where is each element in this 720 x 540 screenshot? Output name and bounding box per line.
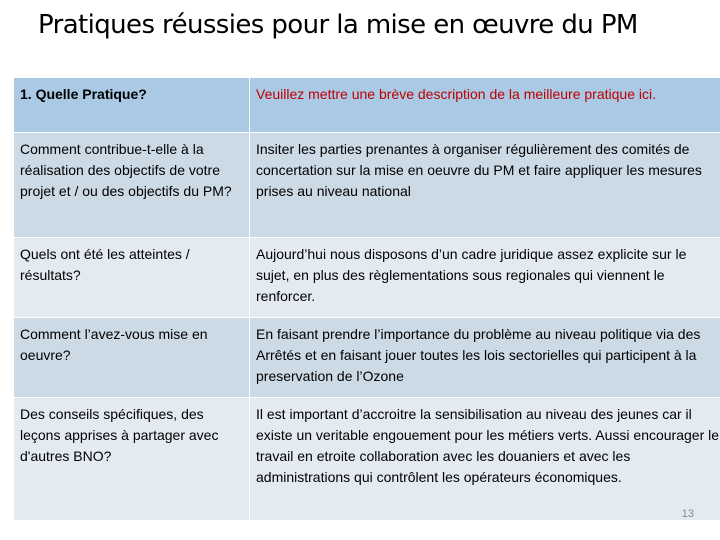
table-row bbox=[14, 398, 720, 521]
answer-cell: Insiter les parties prenantes à organiser régulièrement des comités de concertation sur la mise en oeuvre du PM et faire appliquer les mesures prises au niveau national bbox=[250, 133, 720, 238]
page-number: 13 bbox=[681, 508, 694, 520]
answer-cell: Il est important d’accroitre la sensibilisation au niveau des jeunes car il existe un veritable engouement pour les métiers verts. Aussi encourager le travail en etroite collaboration avec les douaniers et avec les administrations qui contrôlent les opérateurs économiques. bbox=[250, 398, 720, 521]
header-answer-cell: Veuillez mettre une brève description de la meilleure pratique ici. bbox=[250, 78, 720, 133]
slide-title: Pratiques réussies pour la mise en œuvre du PM bbox=[38, 10, 638, 40]
table-header-row bbox=[14, 78, 720, 133]
table-row bbox=[14, 238, 720, 318]
table-row bbox=[14, 133, 720, 238]
question-cell: Comment contribue-t-elle à la réalisation des objectifs de votre projet et / ou des objectifs du PM? bbox=[14, 133, 250, 238]
table-row bbox=[14, 318, 720, 398]
question-cell: Comment l’avez-vous mise en oeuvre? bbox=[14, 318, 250, 398]
question-cell: Des conseils spécifiques, des leçons apprises à partager avec d'autres BNO? bbox=[14, 398, 250, 521]
answer-cell: Aujourd’hui nous disposons d’un cadre juridique assez explicite sur le sujet, en plus des règlementations sous regionales qui viennent le renforcer. bbox=[250, 238, 720, 318]
answer-cell: En faisant prendre l’importance du problème au niveau politique via des Arrêtés et en faisant jouer toutes les lois sectorielles qui participent à la preservation de l’Ozone bbox=[250, 318, 720, 398]
header-question-cell: 1. Quelle Pratique? bbox=[14, 78, 250, 133]
best-practice-table bbox=[13, 77, 720, 521]
question-cell: Quels ont été les atteintes / résultats? bbox=[14, 238, 250, 318]
